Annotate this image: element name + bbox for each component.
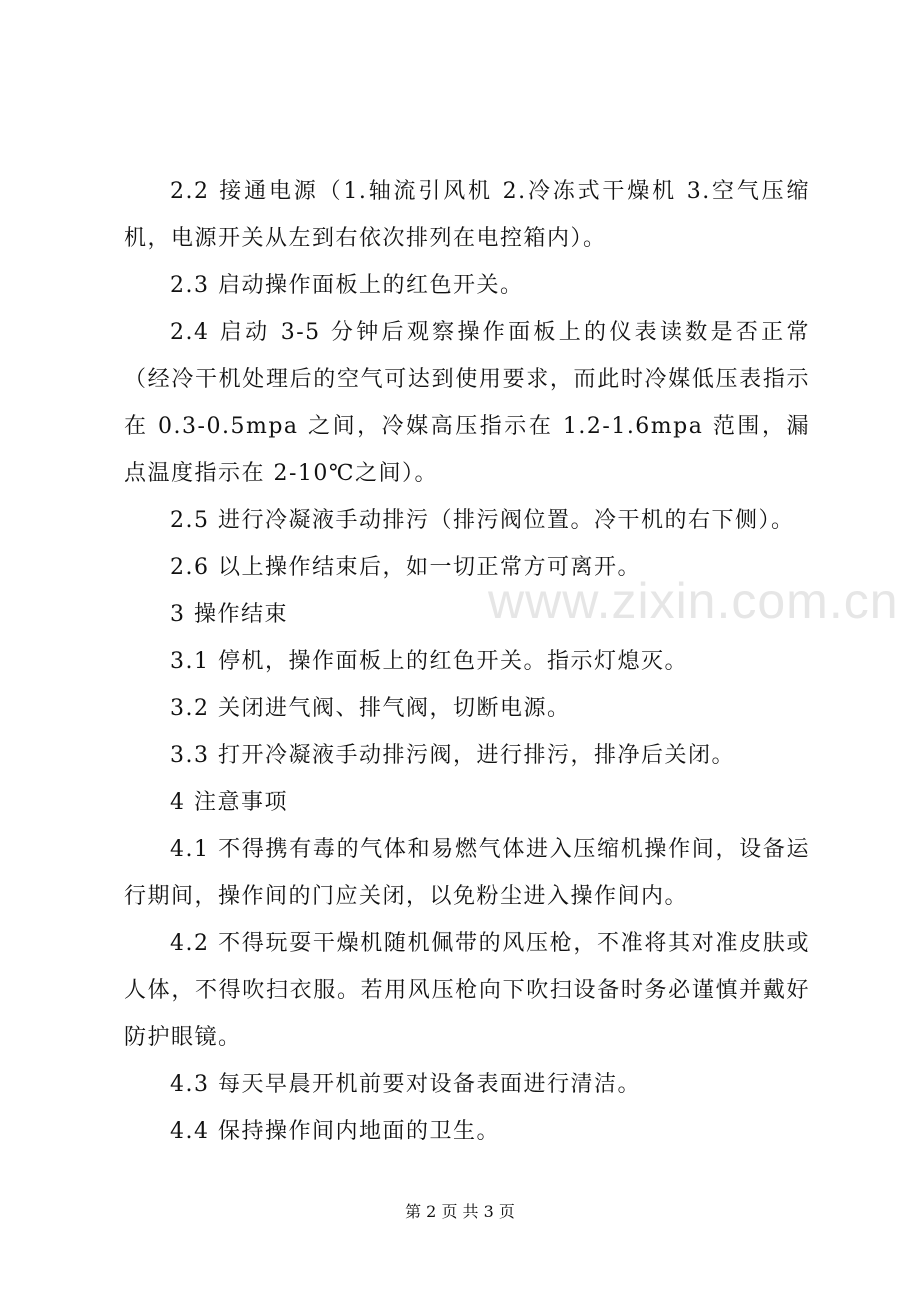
paragraph-4-4: 4.4 保持操作间内地面的卫生。 — [170, 1119, 500, 1144]
paragraph-3-1: 3.1 停机，操作面板上的红色开关。指示灯熄灭。 — [170, 649, 688, 674]
section-heading-3: 3 操作结束 — [170, 602, 288, 627]
paragraph-2-5: 2.5 进行冷凝液手动排污（排污阀位置。冷干机的右下侧）。 — [170, 508, 795, 533]
document-body — [124, 168, 810, 1155]
paragraph-4-2: 4.2 不得玩耍干燥机随机佩带的风压枪，不准将其对准皮肤或人体，不得吹扫衣服。若用风压枪向下吹扫设备时务必谨慎并戴好防护眼镜。 — [124, 931, 810, 1050]
paragraph-3-2: 3.2 关闭进气阀、排气阀，切断电源。 — [170, 696, 571, 721]
paragraph-2-6: 2.6 以上操作结束后，如一切正常方可离开。 — [170, 555, 641, 580]
paragraph-2-2: 2.2 接通电源（1.轴流引风机 2.冷冻式干燥机 3.空气压缩机，电源开关从左到右依次排列在电控箱内）。 — [124, 179, 810, 251]
paragraph-2-4: 2.4 启动 3-5 分钟后观察操作面板上的仪表读数是否正常（经冷干机处理后的空气可达到使用要求，而此时冷媒低压表指示在 0.3-0.5mpa 之间，冷媒高压指示在 1.2-1.6mpa 范围，漏点温度指示在 2-10℃之间）。 — [124, 320, 810, 486]
page-footer: 第 2 页 共 3 页 — [405, 1202, 515, 1221]
paragraph-4-3: 4.3 每天早晨开机前要对设备表面进行清洁。 — [170, 1072, 641, 1097]
watermark: www.zixin.com.cn — [488, 573, 899, 629]
paragraph-3-3: 3.3 打开冷凝液手动排污阀，进行排污，排净后关闭。 — [170, 743, 735, 768]
paragraph-4-1: 4.1 不得携有毒的气体和易燃气体进入压缩机操作间，设备运行期间，操作间的门应关闭，以免粉尘进入操作间内。 — [124, 837, 810, 909]
paragraph-2-3: 2.3 启动操作面板上的红色开关。 — [170, 273, 524, 298]
section-heading-4: 4 注意事项 — [170, 790, 288, 815]
